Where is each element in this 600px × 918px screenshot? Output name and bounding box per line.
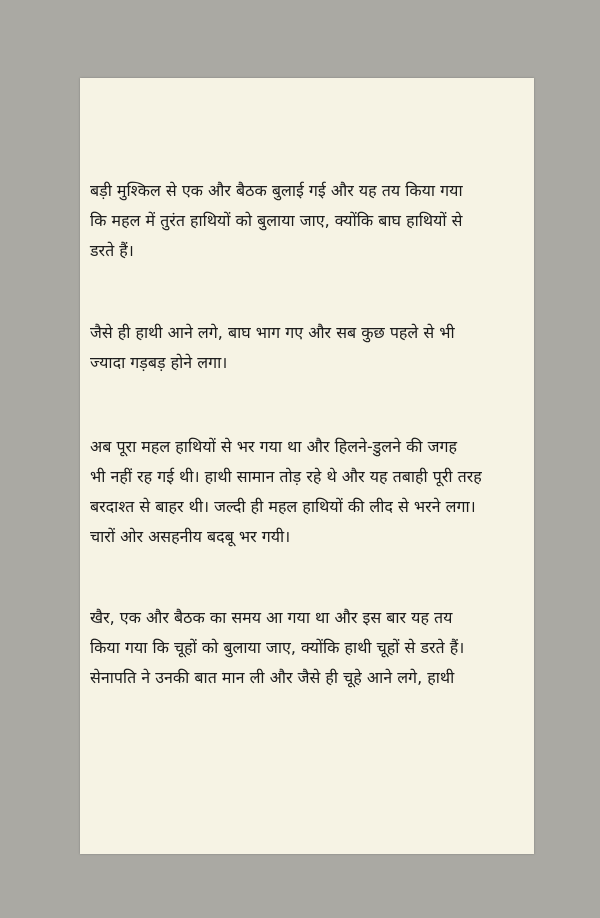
text-line: जैसे ही हाथी आने लगे, बाघ भाग गए और सब कुछ पहले से भी <box>90 323 455 342</box>
text-line: डरते हैं। <box>90 241 134 260</box>
text-line: सेनापति ने उनकी बात मान ली और जैसे ही चूहे आने लगे, हाथी <box>90 668 455 687</box>
paragraph-4 <box>90 603 510 693</box>
text-line: चारों ओर असहनीय बदबू भर गयी। <box>90 527 291 546</box>
text-line: बरदाश्त से बाहर थी। जल्दी ही महल हाथियों की लीद से भरने लगा। <box>90 497 476 516</box>
paragraph-1 <box>90 176 510 266</box>
paragraph-2 <box>90 318 510 378</box>
paragraph-3 <box>90 432 510 552</box>
text-line: ज्यादा गड़बड़ होने लगा। <box>90 353 228 372</box>
text-line: भी नहीं रह गई थी। हाथी सामान तोड़ रहे थे और यह तबाही पूरी तरह <box>90 467 482 486</box>
text-line: बड़ी मुश्किल से एक और बैठक बुलाई गई और यह तय किया गया <box>90 181 463 200</box>
text-line: कि महल में तुरंत हाथियों को बुलाया जाए, क्योंकि बाघ हाथियों से <box>90 211 463 230</box>
text-line: अब पूरा महल हाथियों से भर गया था और हिलने-डुलने की जगह <box>90 437 457 456</box>
text-line: किया गया कि चूहों को बुलाया जाए, क्योंकि हाथी चूहों से डरते हैं। <box>90 638 465 657</box>
text-line: खैर, एक और बैठक का समय आ गया था और इस बार यह तय <box>90 608 453 627</box>
